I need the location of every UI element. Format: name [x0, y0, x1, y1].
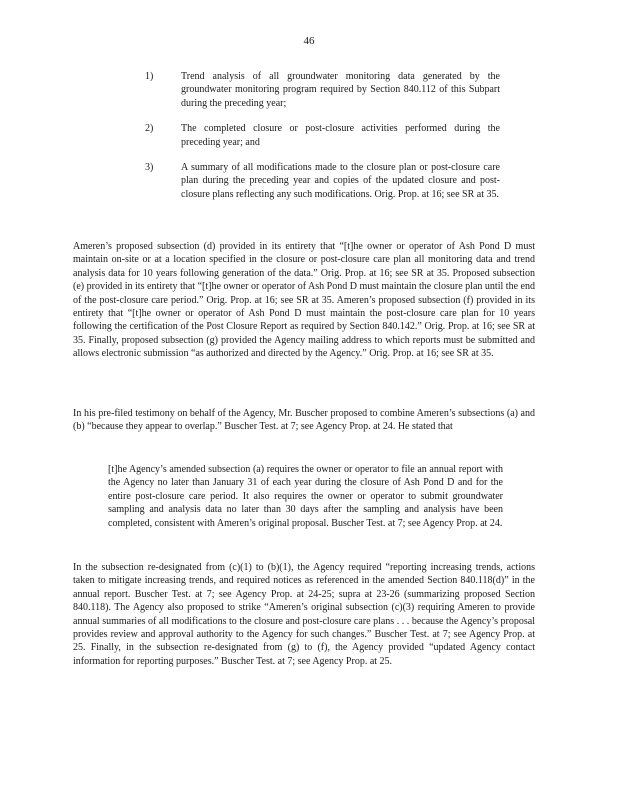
list-item-number: 3) [145, 162, 154, 174]
list-item-number: 2) [145, 123, 154, 135]
list-item-text: A summary of all modifications made to the closure plan or post-closure care plan during the preceding year and copies of the updated closure and post-closure plans reflecting any such modifications. Orig. Prop. at 16; see SR at 35. [181, 162, 500, 200]
list-item [145, 161, 500, 201]
list-item-number: 1) [145, 71, 154, 82]
list-item-text: The completed closure or post-closure activities performed during the preceding year; and [181, 123, 500, 148]
list-item [145, 122, 500, 149]
numbered-list [145, 70, 500, 213]
list-item [145, 70, 500, 110]
block-quote: [t]he Agency’s amended subsection (a) requires the owner or operator to file an annual report with the Agency no later than January 31 of each year during the closure of Ash Pond D and for the entire post-closure care period. It also requires the owner or operator to submit groundwater sampling and analysis data no later than 30 days after the sampling and analysis have been completed, consistent with Ameren’s original proposal. Buscher Test. at 7; see Agency Prop. at 24. [108, 464, 503, 529]
paragraph-ameren-proposal: Ameren’s proposed subsection (d) provided in its entirety that “[t]he owner or operator of Ash Pond D must maintain on-site or at a location specified in the closure or post-closure care plan all monitoring data and trend analysis data for 10 years following generation of the data.” Orig. Prop. at 16; see SR at 35. Proposed subsection (e) provided in its entirety that “[t]he owner or operator of Ash Pond D must maintain the closure plan until the end of the post-closure care period.” Orig. Prop. at 16; see SR at 35. Ameren’s proposed subsection (f) provided in its entirety that “[t]he owner or operator of Ash Pond D must maintain the post-closure care plan for 10 years following the certification of the Post Closure Report as required by Section 840.142.” Orig. Prop. at 16; see SR at 35. Finally, proposed subsection (g) provided the Agency mailing address to which reports must be submitted and allows electronic submission “as authorized and directed by the Agency.” Orig. Prop. at 16; see SR at 35. [73, 241, 535, 360]
list-item-text: Trend analysis of all groundwater monitoring data generated by the groundwater monitoring program required by Section 840.112 of this Subpart during the preceding year; [181, 71, 500, 109]
paragraph-redesignated-subsections: In the subsection re-designated from (c)(1) to (b)(1), the Agency required “reporting increasing trends, actions taken to mitigate increasing trends, and required notices as referenced in the amended Section 840.118(d)” in the annual report. Buscher Test. at 7; see Agency Prop. at 24-25; supra at 23-26 (summarizing proposed Section 840.118). The Agency also proposed to strike “Ameren’s original subsection (c)(3) requiring Ameren to provide annual summaries of all modifications to the closure and post-closure care plans . . . because the Agency’s proposal provides review and approval authority to the Agency for such changes.” Buscher Test. at 7; see Agency Prop. at 25. Finally, in the subsection re-designated from (g) to (f), the Agency provided “updated Agency contact information for reporting purposes.” Buscher Test. at 7; see Agency Prop. at 25. [73, 562, 535, 667]
paragraph-buscher-testimony: In his pre-filed testimony on behalf of the Agency, Mr. Buscher proposed to combine Ameren’s subsections (a) and (b) “because they appear to overlap.” Buscher Test. at 7; see Agency Prop. at 24. He stated that [73, 408, 535, 433]
page-number: 46 [303, 35, 315, 47]
